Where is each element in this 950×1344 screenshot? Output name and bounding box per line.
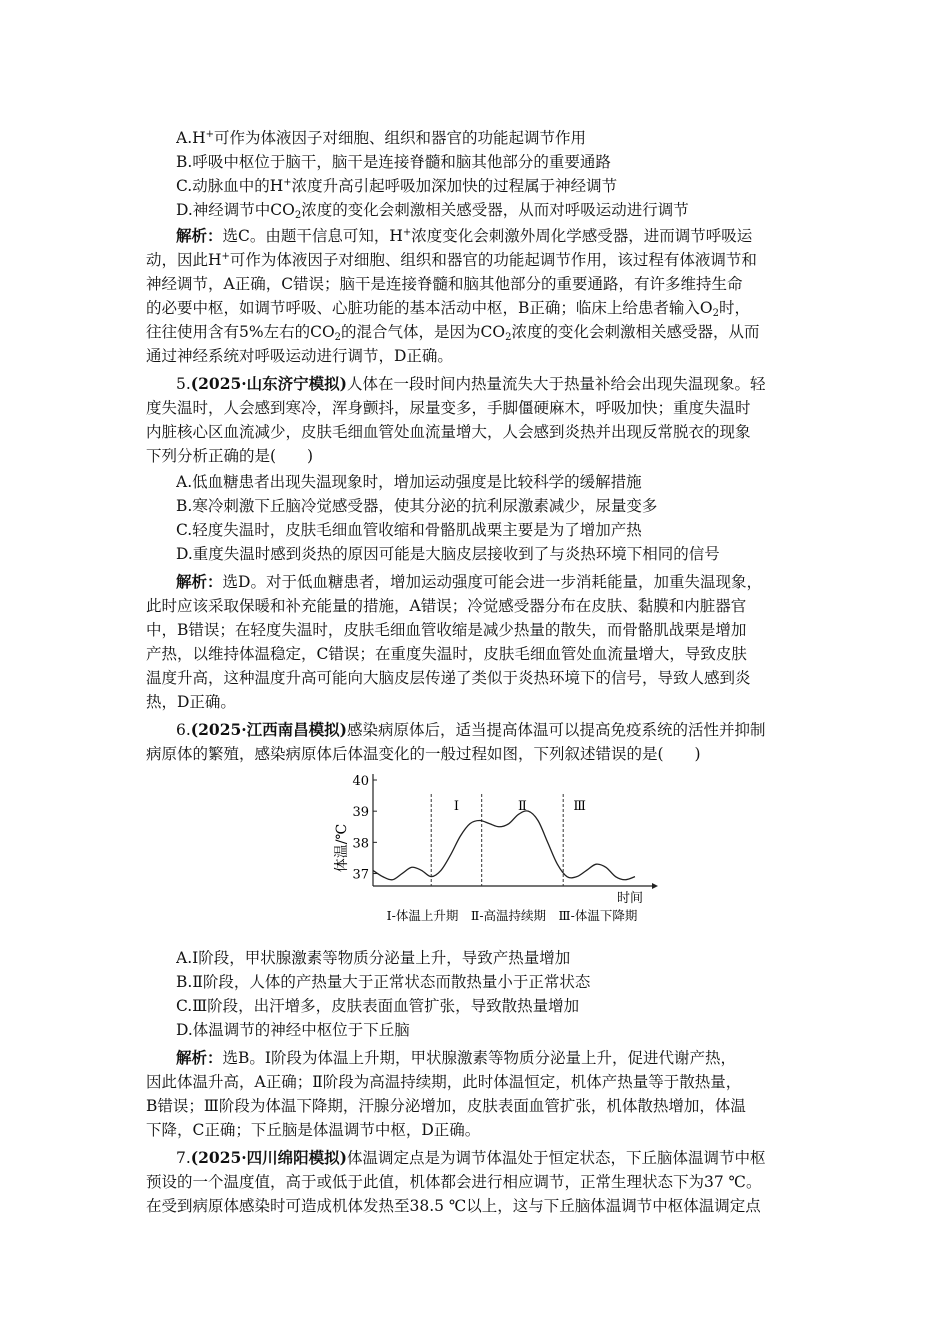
chart-axes xyxy=(373,774,658,889)
q7-stem-line-2: 预设的一个温度值，高于或低于此值，机体都会进行相应调节，正常生理状态下为37 ℃。 xyxy=(146,1173,762,1191)
phase-label: Ⅲ xyxy=(573,799,586,814)
q4-option-b: B.呼吸中枢位于脑干，脑干是连接脊髓和脑其他部分的重要通路 xyxy=(176,153,611,171)
q5-option-d: D.重度失温时感到炎热的原因可能是大脑皮层接收到了与炎热环境下相同的信号 xyxy=(176,545,720,563)
q4-option-d: D.神经调节中$CO_2$浓度的变化会刺激相关感受器，从而对呼吸运动进行调节 xyxy=(176,201,689,221)
q4-option-c: C.动脉血中的H+浓度升高引起呼吸加深加快的过程属于神经调节 xyxy=(176,177,618,195)
q4-analysis-line-5: 往往使用含有5%左右的$CO_2$的混合气体，是因为$CO_2$浓度的变化会刺激相关感受器，从而 xyxy=(146,323,760,343)
chart-caption: Ⅰ-体温上升期 Ⅱ-高温持续期 Ⅲ-体温下降期 xyxy=(386,908,638,923)
y-tick-label: 39 xyxy=(352,805,369,821)
phase-label: Ⅱ xyxy=(518,799,527,814)
phase-label: Ⅰ xyxy=(453,799,460,814)
q5-analysis-line-3: 中，B错误；在轻度失温时，皮肤毛细血管收缩是减少热量的散失，而骨骼肌战栗是增加 xyxy=(146,621,747,639)
x-axis-arrow xyxy=(652,883,658,889)
q5-analysis-line-6: 热，D正确。 xyxy=(146,693,236,711)
q5-option-b: B.寒冷刺激下丘脑冷觉感受器，使其分泌的抗利尿激素减少，尿量变多 xyxy=(176,497,658,515)
q6-analysis-line-3: B错误；Ⅲ阶段为体温下降期，汗腺分泌增加，皮肤表面血管扩张，机体散热增加，体温 xyxy=(146,1097,746,1115)
q5-analysis-line-4: 产热，以维持体温稳定，C错误；在重度失温时，皮肤毛细血管处血流量增大，导致皮肤 xyxy=(146,645,747,663)
q4-analysis-line-4: 的必要中枢，如调节呼吸、心脏功能的基本活动中枢，B正确；临床上给患者输入$O_2$时， xyxy=(146,299,750,319)
q6-option-b: B.Ⅱ阶段，人体的产热量大于正常状态而散热量小于正常状态 xyxy=(176,973,591,991)
q5-stem-line-3: 内脏核心区血流减少，皮肤毛细血管处血流量增大，人会感到炎热并出现反常脱衣的现象 xyxy=(146,423,751,441)
q5-option-c: C.轻度失温时，皮肤毛细血管收缩和骨骼肌战栗主要是为了增加产热 xyxy=(176,521,642,539)
q5-stem-line-2: 度失温时，人会感到寒冷，浑身颤抖，尿量变多，手脚僵硬麻木，呼吸加快；重度失温时 xyxy=(146,399,751,417)
q4-option-a: A.H+可作为体液因子对细胞、组织和器官的功能起调节作用 xyxy=(176,129,587,147)
q6-analysis-line-1: 解析：选B。Ⅰ阶段为体温上升期，甲状腺激素等物质分泌量上升，促进代谢产热， xyxy=(176,1048,737,1067)
body-temperature-chart xyxy=(330,770,660,930)
q5-option-a: A.低血糖患者出现失温现象时，增加运动强度是比较科学的缓解措施 xyxy=(176,473,642,491)
y-tick-label: 38 xyxy=(352,836,369,852)
y-tick-label: 40 xyxy=(352,774,369,789)
q6-analysis-line-4: 下降，C正确；下丘脑是体温调节中枢，D正确。 xyxy=(146,1121,481,1139)
q6-stem-line-2: 病原体的繁殖，感染病原体后体温变化的一般过程如图，下列叙述错误的是( ) xyxy=(146,745,701,763)
temperature-curve xyxy=(373,811,635,880)
q5-stem-line-4: 下列分析正确的是( ) xyxy=(146,447,314,465)
q5-analysis-line-5: 温度升高，这种温度升高可能向大脑皮层传递了类似于炎热环境下的信号，导致人感到炎 xyxy=(146,669,751,687)
q4-analysis-line-6: 通过神经系统对呼吸运动进行调节，D正确。 xyxy=(146,347,453,365)
y-tick-label: 37 xyxy=(352,867,369,883)
q7-stem-line-3: 在受到病原体感染时可造成机体发热至38.5 ℃以上，这与下丘脑体温调节中枢体温调定点 xyxy=(146,1197,761,1215)
q6-stem-line-1: 6.(2025·江西南昌模拟)感染病原体后，适当提高体温可以提高免疫系统的活性并抑制 xyxy=(176,720,766,739)
q4-analysis-line-1: 解析：选C。由题干信息可知，H+浓度变化会刺激外周化学感受器，进而调节呼吸运 xyxy=(176,226,753,245)
q5-analysis-line-1: 解析：选D。对于低血糖患者，增加运动强度可能会进一步消耗能量，加重失温现象， xyxy=(176,572,762,591)
q4-analysis-line-3: 神经调节，A正确，C错误；脑干是连接脊髓和脑其他部分的重要通路，有许多维持生命 xyxy=(146,275,743,293)
q6-option-d: D.体温调节的神经中枢位于下丘脑 xyxy=(176,1021,410,1039)
q5-stem-line-1: 5.(2025·山东济宁模拟)人体在一段时间内热量流失大于热量补给会出现失温现象。轻 xyxy=(176,374,766,393)
q6-option-a: A.Ⅰ阶段，甲状腺激素等物质分泌量上升，导致产热量增加 xyxy=(176,949,571,967)
x-axis-label: 时间 xyxy=(616,891,644,906)
q6-option-c: C.Ⅲ阶段，出汗增多，皮肤表面血管扩张，导致散热量增加 xyxy=(176,997,580,1015)
q4-analysis-line-2: 动，因此H+可作为体液因子对细胞、组织和器官的功能起调节作用，该过程有体液调节和 xyxy=(146,251,757,269)
q5-analysis-line-2: 此时应该采取保暖和补充能量的措施，A错误；冷觉感受器分布在皮肤、黏膜和内脏器官 xyxy=(146,597,747,615)
q6-analysis-line-2: 因此体温升高，A正确；Ⅱ阶段为高温持续期，此时体温恒定，机体产热量等于散热量， xyxy=(146,1073,742,1091)
q7-stem-line-1: 7.(2025·四川绵阳模拟)体温调定点是为调节体温处于恒定状态，下丘脑体温调节中枢 xyxy=(176,1148,766,1167)
y-axis-label: 体温/℃ xyxy=(334,823,350,873)
